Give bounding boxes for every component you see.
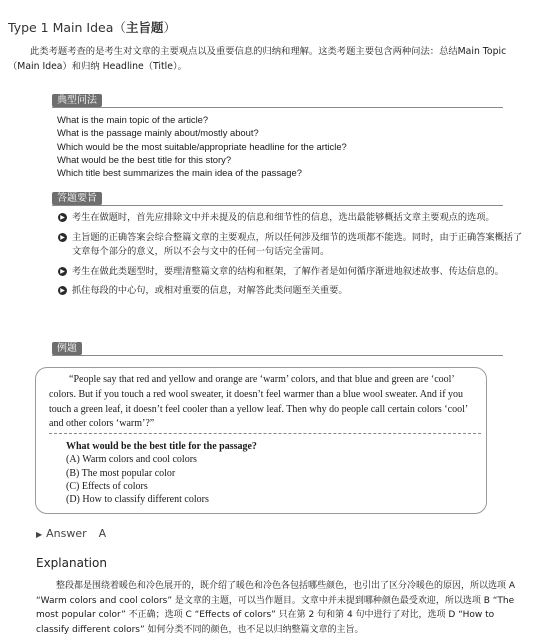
typical-questions-list (57, 113, 347, 179)
typical-question-item: Which would be the most suitable/appropriate headline for the article? (57, 140, 347, 152)
example-option: (C) Effects of colors (66, 480, 148, 492)
chevron-right-bullet-icon: ▶ (58, 213, 67, 222)
example-question: What would be the best title for the passage? (66, 441, 257, 452)
example-passage: “People say that red and yellow and orange are ‘warm’ colors, and that blue and green are ‘cool’ colors. But if you touch a red wool sweater, it doesn’t feel warmer than a blue wool sweater. And if you touch a green leaf, it doesn’t feel cooler than a yellow leaf. Then why do people call certain colors ‘cool’ and other colors ‘warm’?” (49, 374, 468, 430)
typical-questions-rule (52, 107, 503, 108)
tip-text: 考生在做此类题型时，要理清整篇文章的结构和框架，了解作者是如何循序渐进地叙述故事、传达信息的。 (72, 265, 504, 277)
tip-text: 考生在做题时，首先应排除文中并未提及的信息和细节性的信息，选出最能够概括文章主要观点的选项。 (72, 212, 495, 223)
answer-value: A (98, 527, 107, 540)
typical-question-item: What is the passage mainly about/mostly about? (57, 127, 259, 139)
example-option: (A) Warm colors and cool colors (66, 454, 197, 466)
typical-questions-label: 典型问法 (52, 94, 102, 107)
chevron-right-bullet-icon: ▶ (58, 267, 67, 276)
tip-item (58, 265, 523, 280)
example-label: 例题 (52, 342, 82, 355)
example-divider (49, 433, 481, 434)
explanation-title: Explanation (36, 556, 107, 570)
tips-list (58, 211, 523, 304)
typical-question-item: What is the main topic of the article? (57, 114, 209, 125)
section-title-open: （ (113, 20, 126, 35)
example-option: (B) The most popular color (66, 467, 176, 479)
typical-question-item: What would be the best title for this story? (57, 153, 232, 165)
triangle-right-icon: ▶ (36, 530, 43, 539)
typical-question-item: Which title best summarizes the main idea of the passage? (57, 167, 302, 179)
section-intro: 此类考题考查的是考生对文章的主要观点以及重要信息的归纳和理解。这类考题主要包含两种问法：总结Main Topic（Main Idea）和归纳 Headline（Title）。 (8, 46, 507, 72)
tips-rule (52, 205, 503, 206)
section-title (8, 18, 176, 36)
explanation-text: 整段都是围绕着暖色和冷色展开的，既介绍了暖色和冷色各包括哪些颜色，也引出了区分冷暖色的原因，所以选项 A “Warm colors and cool colors” 是文章的主题，可以当作题目。文章中并未提到哪种颜色最受欢迎，所以选项 B “The most popular color” 不正确；选项 C “Effects of colors” 只在第 2 句和第 4 句中进行了对比，选项 D “How to classify different colors” 如何分类不同的颜色，也不足以归纳整篇文章的主旨。 (36, 581, 516, 635)
chevron-right-bullet-icon: ▶ (58, 286, 67, 295)
example-question-block (66, 440, 257, 506)
tip-item (58, 284, 523, 299)
example-rule (52, 355, 503, 356)
section-title-latin: Type 1 Main Idea (8, 20, 114, 35)
section-title-cjk: 主旨题 (125, 20, 164, 35)
answer-line (36, 527, 106, 540)
tip-item (58, 211, 523, 226)
tip-item (58, 231, 523, 260)
section-title-close: ） (163, 20, 176, 35)
example-option: (D) How to classify different colors (66, 494, 209, 506)
chevron-right-bullet-icon: ▶ (58, 233, 67, 242)
tip-text: 主旨题的正确答案会综合整篇文章的主要观点，所以任何涉及细节的选项都不能选。同时，由于正确答案概括了文章每个部分的意义，所以不会与文中的任何一句话完全雷同。 (72, 231, 523, 257)
answer-label: Answer (46, 527, 87, 540)
tip-text: 抓住每段的中心句，或相对重要的信息，对解答此类问题至关重要。 (72, 285, 348, 296)
tips-label: 答题要旨 (52, 192, 102, 205)
